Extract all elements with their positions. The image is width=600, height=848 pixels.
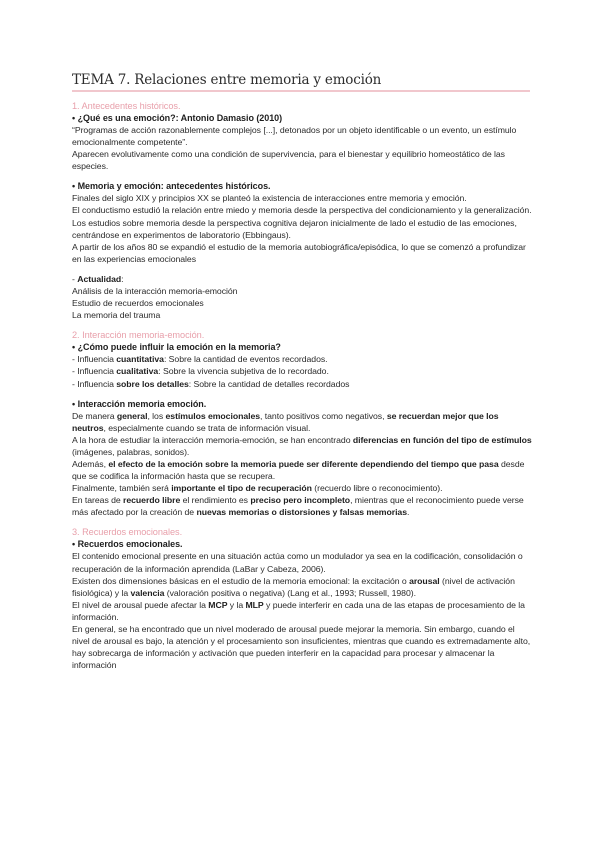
bold-text: general bbox=[116, 410, 148, 421]
document-title: TEMA 7. Relaciones entre memoria y emoción bbox=[72, 72, 382, 88]
spacer bbox=[72, 265, 532, 273]
section-1-heading: 1. Antecedentes históricos. bbox=[72, 101, 181, 111]
bold-text: diferencias en función del tipo de estímulos bbox=[352, 434, 532, 445]
spacer bbox=[72, 321, 532, 329]
bold-text: importante el tipo de recuperación bbox=[171, 483, 312, 494]
s1-b2-bullet: • bbox=[72, 181, 78, 192]
text: (nivel de activación fisiológica) y la bbox=[72, 575, 515, 598]
bold-text: nuevas memorias o distorsiones y falsas memorias bbox=[196, 507, 407, 518]
s1-b1-title bbox=[72, 112, 532, 124]
bold-text: MCP bbox=[208, 599, 228, 610]
s2-b2-p1 bbox=[72, 410, 532, 434]
s1-b2-p2: El conductismo estudió la relación entre miedo y memoria desde la perspectiva del condicionamiento y la generalización. bbox=[72, 205, 532, 216]
s2-b2-title bbox=[72, 398, 532, 410]
text: - Influencia bbox=[72, 366, 117, 377]
spacer bbox=[72, 390, 532, 398]
text: (imágenes, palabras, sonidos). bbox=[72, 446, 190, 457]
s1-b2-title-text: Memoria y emoción: antecedentes históricos. bbox=[77, 181, 271, 192]
text: , tanto positivos como negativos, bbox=[260, 410, 387, 421]
s2-b1-l2 bbox=[72, 365, 532, 377]
bold-text: MLP bbox=[245, 599, 264, 610]
bold-text: cualitativa bbox=[116, 366, 159, 377]
text: A la hora de estudiar la interacción memoria-emoción, se han encontrado bbox=[72, 434, 353, 445]
s2-b1-l1 bbox=[72, 353, 532, 365]
s2-b2-p2 bbox=[72, 434, 532, 458]
s3-b1-title-text: Recuerdos emocionales. bbox=[77, 539, 183, 550]
s1-b3-colon: : bbox=[121, 273, 124, 284]
s1-b2-p1: Finales del siglo XIX y principios XX se planteó la existencia de interacciones entre memoria y emoción. bbox=[72, 193, 467, 204]
text: Finalmente, también será bbox=[72, 483, 172, 494]
text: , los bbox=[147, 410, 166, 421]
s1-b1-p2: Aparecen evolutivamente como una condición de supervivencia, para el bienestar y equilibrio homeostático de las especies. bbox=[72, 149, 505, 172]
s2-b2-title-text: Interacción memoria emoción. bbox=[77, 398, 207, 409]
s2-b1-title-text: ¿Cómo puede influir la emoción en la memoria? bbox=[77, 342, 281, 353]
bold-text: cuantitativa bbox=[116, 354, 164, 365]
bold-text: el efecto de la emoción sobre la memoria puede ser diferente dependiendo del tiempo que pasa bbox=[108, 458, 499, 469]
section-2-heading: 2. Interacción memoria-emoción. bbox=[72, 330, 205, 341]
text: : Sobre la vivencia subjetiva de lo recordado. bbox=[158, 366, 329, 377]
s3-b1-p2 bbox=[72, 575, 532, 599]
section-3-heading: 3. Recuerdos emocionales. bbox=[72, 527, 183, 538]
s1-b2-title bbox=[72, 180, 532, 192]
spacer bbox=[72, 172, 532, 180]
bold-text: estímulos emocionales bbox=[165, 410, 261, 421]
bold-text: recuerdo libre bbox=[123, 495, 181, 506]
text: Existen dos dimensiones básicas en el estudio de la memoria emocional: la excitación o bbox=[72, 575, 410, 586]
s2-b2-p3 bbox=[72, 458, 532, 482]
s2-b1-l3 bbox=[72, 378, 532, 390]
text: el rendimiento es bbox=[180, 495, 251, 506]
s1-b3-title-text: Actualidad bbox=[77, 273, 122, 284]
document-body bbox=[72, 100, 532, 671]
text: desde que se codifica la información hasta que se recupera. bbox=[72, 458, 525, 482]
text: : Sobre la cantidad de eventos recordados. bbox=[163, 354, 328, 365]
s1-b1-title-text: ¿Qué es una emoción?: Antonio Damasio (2010) bbox=[77, 113, 283, 123]
s1-b2-p3: Los estudios sobre memoria desde la perspectiva cognitiva dejaron inicialmente de lado el estudio de las emociones, centrándose en experimentos de laboratorio (Ebbingaus). bbox=[72, 217, 517, 240]
bold-text: preciso pero incompleto bbox=[250, 495, 351, 506]
text: : Sobre la cantidad de detalles recordados bbox=[188, 378, 350, 389]
s1-b3-dash: - bbox=[72, 273, 78, 284]
s3-b1-p4: En general, se ha encontrado que un nivel moderado de arousal puede mejorar la memoria. Sin embargo, cuando el nivel de arousal es bajo, la atención y el procesamiento son insuficientes, mientras que cuando es extremadamente alto, hay sobrecarga de información y activación que pueden interferir en la capacidad para procesar y almacenar la información bbox=[72, 624, 531, 671]
text: y la bbox=[227, 599, 246, 610]
spacer bbox=[72, 518, 532, 526]
s1-b3-item: Análisis de la interacción memoria-emoción bbox=[72, 286, 238, 297]
s3-b1-p3 bbox=[72, 599, 532, 623]
text: - Influencia bbox=[72, 354, 117, 365]
s2-b1-title bbox=[72, 341, 532, 353]
text: (recuerdo libre o reconocimiento). bbox=[311, 483, 443, 494]
text: En tareas de bbox=[72, 495, 124, 506]
s1-b1-bullet: • bbox=[72, 113, 78, 123]
text: (valoración positiva o negativa) (Lang et al., 1993; Russell, 1980). bbox=[164, 587, 416, 598]
text: - Influencia bbox=[72, 378, 117, 389]
s2-b1-bullet: • bbox=[72, 342, 78, 353]
s2-b2-bullet: • bbox=[72, 398, 78, 409]
s1-b3-item: Estudio de recuerdos emocionales bbox=[72, 298, 204, 309]
title-block bbox=[72, 72, 532, 92]
text: El nivel de arousal puede afectar la bbox=[72, 599, 209, 610]
bold-text: arousal bbox=[409, 575, 440, 586]
text: De manera bbox=[72, 410, 117, 421]
text: , especialmente cuando se trata de información visual. bbox=[103, 422, 311, 433]
s1-b3-title bbox=[72, 273, 532, 285]
s1-b3-item: La memoria del trauma bbox=[72, 310, 161, 321]
s1-b2-p4: A partir de los años 80 se expandió el estudio de la memoria autobiográfica/episódica, lo que se comenzó a profundizar en las experiencias emocionales bbox=[72, 241, 526, 264]
text: . bbox=[407, 507, 410, 518]
s3-b1-title bbox=[72, 538, 532, 550]
bold-text: sobre los detalles bbox=[116, 378, 189, 389]
s2-b2-p5 bbox=[72, 494, 532, 518]
s3-b1-p1: El contenido emocional presente en una situación actúa como un modulador ya sea en la codificación, consolidación o recuperación de la información aprendida (LaBar y Cabeza, 2006). bbox=[72, 551, 523, 574]
text: Además, bbox=[72, 458, 109, 469]
bold-text: valencia bbox=[130, 587, 165, 598]
text: y puede interferir en cada una de las etapas de procesamiento de la información. bbox=[72, 599, 525, 622]
s3-b1-bullet: • bbox=[72, 539, 78, 550]
text: , mientras que el reconocimiento puede verse más afectado por la creación de bbox=[72, 495, 524, 518]
s1-b1-p1: “Programas de acción razonablemente complejos [...], detonados por un objeto identificable o un evento, un estímulo emocionalmente competente”. bbox=[72, 125, 517, 148]
s2-b2-p4 bbox=[72, 482, 532, 494]
bold-text: se recuerdan mejor que los neutros bbox=[72, 410, 499, 433]
title-underline bbox=[72, 90, 530, 92]
